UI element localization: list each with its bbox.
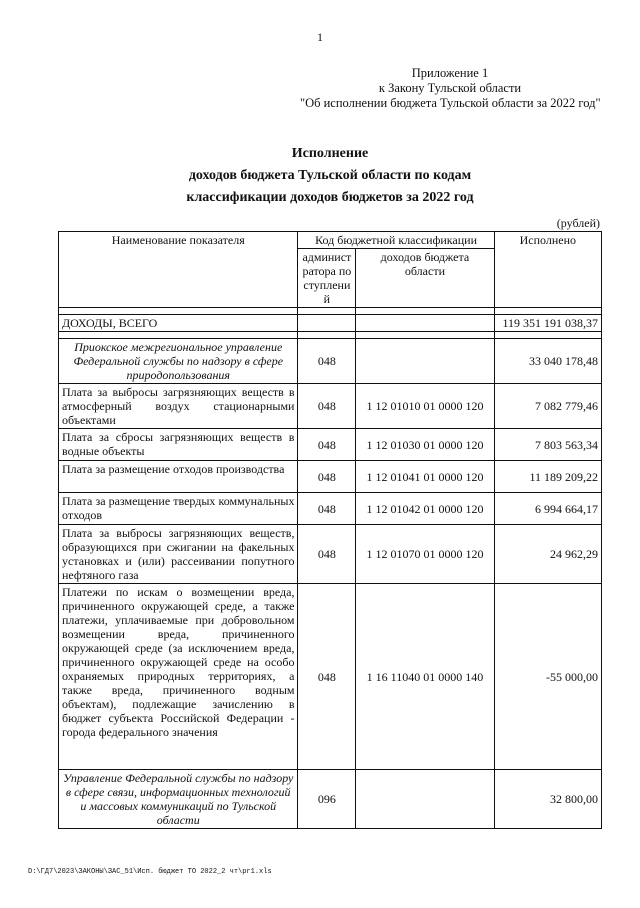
table-row [59,429,602,461]
total-row [59,315,602,332]
row-admin: 096 [298,770,356,829]
page-number: 1 [317,30,323,44]
total-name: ДОХОДЫ, ВСЕГО [59,315,298,332]
row-sum: 7 803 563,34 [494,429,601,461]
row-admin: 048 [298,525,356,584]
title-line2: доходов бюджета Тульской области по кодам [188,168,472,183]
row-admin: 048 [298,384,356,429]
row-admin: 048 [298,584,356,770]
appendix-line3: "Об исполнении бюджета Тульской области за 2022 год" [300,96,601,110]
row-name: Управление Федеральной службы по надзору в сфере связи, информационных технологий и массовых коммуникаций по Тульской области [59,770,298,829]
table-row [59,525,602,584]
row-code: 1 12 01042 01 0000 120 [356,493,494,525]
header-admin: администратора поступлений [298,249,356,308]
header-code-group: Код бюджетной классификации [298,232,494,249]
table-row [59,339,602,384]
row-code: 1 12 01010 01 0000 120 [356,384,494,429]
row-name: Плата за выбросы загрязняющих веществ в атмосферный воздух стационарными объектами [59,384,298,429]
row-code: 1 12 01030 01 0000 120 [356,429,494,461]
table-row [59,384,602,429]
row-name: Плата за размещение твердых коммунальных отходов [59,493,298,525]
row-code: 1 12 01070 01 0000 120 [356,525,494,584]
appendix-line1: Приложение 1 [411,66,489,80]
row-code: 1 16 11040 01 0000 140 [356,584,494,770]
title-line3: классификации доходов бюджетов за 2022 год [186,190,474,205]
header-executed: Исполнено [494,232,601,308]
row-name: Плата за выбросы загрязняющих веществ, образующихся при сжигании на факельных установках и (или) рассеивании попутного нефтяного газа [59,525,298,584]
row-admin: 048 [298,339,356,384]
appendix-block [300,66,600,111]
row-sum: 32 800,00 [494,770,601,829]
footer-file-path: D:\ГД7\2023\ЗАКОНЫ\ЗАС_51\Исп. бюджет ТО 2022_2 чт\pr1.xls [28,868,272,876]
row-admin: 048 [298,461,356,493]
row-sum: 24 962,29 [494,525,601,584]
table-row [59,493,602,525]
row-sum: -55 000,00 [494,584,601,770]
row-name: Плата за размещение отходов производства [59,461,298,493]
row-name: Платежи по искам о возмещении вреда, причиненного окружающей среде, а также платежи, уплачиваемые при добровольном возмещении вреда, причиненного окружающей среде (за исключением вреда, причиненного окружающей среде на особо охраняемых природных территориях, а также вреда, причиненного водным объектам), подлежащие зачислению в бюджет субъекта Российской Федерации - города федерального значения [59,584,298,770]
row-code [356,770,494,829]
income-table [58,231,602,829]
table-header-row [59,232,602,249]
row-name: Плата за сбросы загрязняющих веществ в водные объекты [59,429,298,461]
document-title [60,143,600,209]
row-code: 1 12 01041 01 0000 120 [356,461,494,493]
table-row [59,461,602,493]
row-sum: 11 189 209,22 [494,461,601,493]
row-admin: 048 [298,493,356,525]
header-name: Наименование показателя [59,232,298,308]
unit-label: (рублей) [556,216,600,230]
row-code [356,339,494,384]
row-sum: 6 994 664,17 [494,493,601,525]
total-sum: 119 351 191 038,37 [494,315,601,332]
table-row [59,770,602,829]
row-sum: 7 082 779,46 [494,384,601,429]
table-row [59,584,602,770]
row-name: Приокское межрегиональное управление Федеральной службы по надзору в сфере природопользования [59,339,298,384]
row-sum: 33 040 178,48 [494,339,601,384]
header-income-code: доходов бюджета области [356,249,494,308]
row-admin: 048 [298,429,356,461]
title-line1: Исполнение [291,146,369,161]
appendix-line2: к Закону Тульской области [378,81,522,95]
